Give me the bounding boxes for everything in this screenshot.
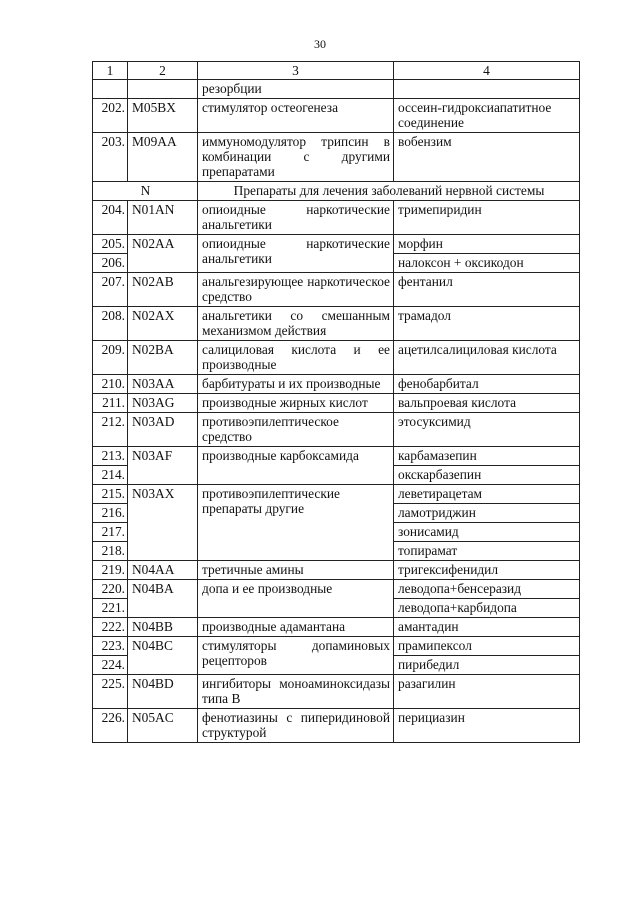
section-title: Препараты для лечения заболеваний нервной системы [198, 182, 580, 201]
drug-cell: окскарбазепин [394, 466, 580, 485]
group-cell: иммуномодулятор трипсин в комбинации с другими препаратами [198, 133, 394, 182]
num-cell: 215. [93, 485, 128, 504]
code-cell: M05BX [128, 99, 198, 133]
num-cell [93, 80, 128, 99]
num-cell: 210. [93, 375, 128, 394]
group-cell: опиоидные наркотические анальгетики [198, 235, 394, 273]
num-cell: 213. [93, 447, 128, 466]
group-cell: третичные амины [198, 561, 394, 580]
code-cell: N02AB [128, 273, 198, 307]
drug-cell: пирибедил [394, 656, 580, 675]
num-cell: 207. [93, 273, 128, 307]
code-cell: N04BA [128, 580, 198, 618]
table-row [93, 637, 580, 656]
header-col-1: 1 [93, 62, 128, 80]
code-cell: N02AX [128, 307, 198, 341]
section-row [93, 182, 580, 201]
continuation-row [93, 80, 580, 99]
code-cell [128, 80, 198, 99]
code-cell: N04BB [128, 618, 198, 637]
header-col-2: 2 [128, 62, 198, 80]
group-cell: салициловая кислота и ее производные [198, 341, 394, 375]
drug-cell: трамадол [394, 307, 580, 341]
drug-cell: топирамат [394, 542, 580, 561]
drug-cell: тригексифенидил [394, 561, 580, 580]
group-cell: производные адамантана [198, 618, 394, 637]
drug-cell: леводопа+карбидопа [394, 599, 580, 618]
header-col-3: 3 [198, 62, 394, 80]
code-cell: N03AG [128, 394, 198, 413]
group-cell: стимулятор остеогенеза [198, 99, 394, 133]
drug-cell: вобензим [394, 133, 580, 182]
num-cell: 203. [93, 133, 128, 182]
table-row [93, 413, 580, 447]
table-row [93, 394, 580, 413]
table-row [93, 201, 580, 235]
page-number: 30 [314, 37, 326, 51]
num-cell: 218. [93, 542, 128, 561]
section-code: N [93, 182, 198, 201]
code-cell: N04AA [128, 561, 198, 580]
group-cell: производные жирных кислот [198, 394, 394, 413]
table-row [93, 618, 580, 637]
drug-cell: разагилин [394, 675, 580, 709]
num-cell: 220. [93, 580, 128, 599]
table-row [93, 307, 580, 341]
group-cell: производные карбоксамида [198, 447, 394, 485]
group-cell: анальгетики со смешанным механизмом действия [198, 307, 394, 341]
drug-cell: леводопа+бенсеразид [394, 580, 580, 599]
code-cell: N04BC [128, 637, 198, 675]
group-cell: резорбции [198, 80, 394, 99]
table-row [93, 235, 580, 254]
num-cell: 212. [93, 413, 128, 447]
header-row [93, 62, 580, 80]
num-cell: 209. [93, 341, 128, 375]
code-cell: N02BA [128, 341, 198, 375]
group-cell: ингибиторы моноаминоксидазы типа B [198, 675, 394, 709]
group-cell: стимуляторы допаминовых рецепторов [198, 637, 394, 675]
drug-cell: ацетилсалициловая кислота [394, 341, 580, 375]
table-row [93, 447, 580, 466]
group-cell: противоэпилептические препараты другие [198, 485, 394, 561]
code-cell: N01AN [128, 201, 198, 235]
table-row [93, 485, 580, 504]
table-row [93, 580, 580, 599]
table-row [93, 375, 580, 394]
code-cell: N05AC [128, 709, 198, 743]
drug-cell [394, 80, 580, 99]
table-row [93, 273, 580, 307]
group-cell: анальгезирующее наркотическое средство [198, 273, 394, 307]
num-cell: 219. [93, 561, 128, 580]
table-row [93, 675, 580, 709]
group-cell: барбитураты и их производные [198, 375, 394, 394]
drug-table [92, 61, 580, 743]
drug-cell: зонисамид [394, 523, 580, 542]
header-col-4: 4 [394, 62, 580, 80]
num-cell: 223. [93, 637, 128, 656]
code-cell: N03AA [128, 375, 198, 394]
drug-cell: тримепиридин [394, 201, 580, 235]
num-cell: 222. [93, 618, 128, 637]
drug-cell: амантадин [394, 618, 580, 637]
num-cell: 217. [93, 523, 128, 542]
num-cell: 206. [93, 254, 128, 273]
num-cell: 202. [93, 99, 128, 133]
drug-cell: карбамазепин [394, 447, 580, 466]
table-row [93, 341, 580, 375]
group-cell: противоэпилептическое средство [198, 413, 394, 447]
num-cell: 211. [93, 394, 128, 413]
table-row [93, 709, 580, 743]
drug-cell: вальпроевая кислота [394, 394, 580, 413]
code-cell: N03AX [128, 485, 198, 561]
code-cell: N03AF [128, 447, 198, 485]
group-cell: допа и ее производные [198, 580, 394, 618]
drug-cell: леветирацетам [394, 485, 580, 504]
code-cell: M09AA [128, 133, 198, 182]
table-row [93, 561, 580, 580]
table-row [93, 133, 580, 182]
drug-cell: перициазин [394, 709, 580, 743]
drug-cell: ламотриджин [394, 504, 580, 523]
group-cell: фенотиазины с пиперидиновой структурой [198, 709, 394, 743]
drug-cell: этосуксимид [394, 413, 580, 447]
num-cell: 214. [93, 466, 128, 485]
code-cell: N04BD [128, 675, 198, 709]
num-cell: 204. [93, 201, 128, 235]
drug-cell: фенобарбитал [394, 375, 580, 394]
group-cell: опиоидные наркотические анальгетики [198, 201, 394, 235]
code-cell: N02AA [128, 235, 198, 273]
num-cell: 205. [93, 235, 128, 254]
table-row [93, 99, 580, 133]
num-cell: 225. [93, 675, 128, 709]
num-cell: 224. [93, 656, 128, 675]
num-cell: 208. [93, 307, 128, 341]
drug-cell: налоксон + оксикодон [394, 254, 580, 273]
num-cell: 216. [93, 504, 128, 523]
num-cell: 226. [93, 709, 128, 743]
drug-cell: морфин [394, 235, 580, 254]
drug-cell: прамипексол [394, 637, 580, 656]
drug-cell: фентанил [394, 273, 580, 307]
code-cell: N03AD [128, 413, 198, 447]
num-cell: 221. [93, 599, 128, 618]
drug-cell: оссеин-гидроксиапатитное соединение [394, 99, 580, 133]
